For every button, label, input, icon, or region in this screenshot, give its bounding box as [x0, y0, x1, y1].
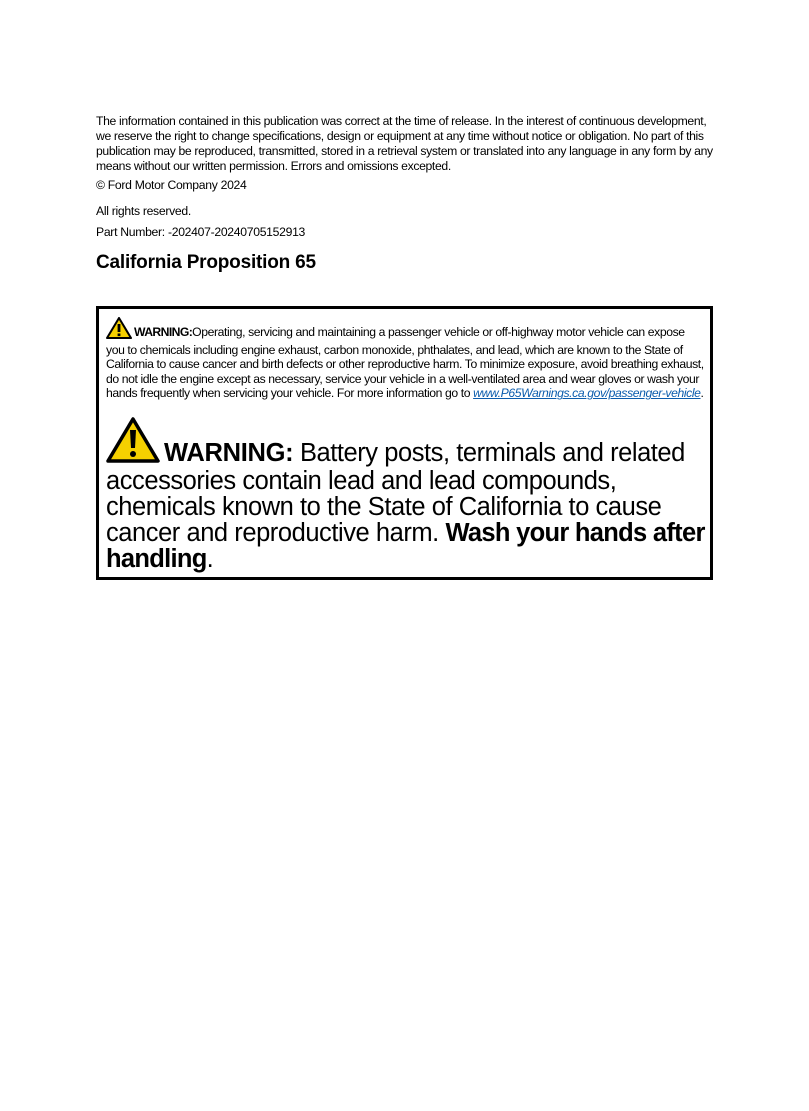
warning-label: WARNING:: [164, 439, 294, 467]
prop65-warning-box: [96, 306, 713, 580]
warning-suffix: .: [206, 545, 214, 573]
warning-suffix: .: [700, 386, 704, 401]
warning-triangle-icon: [106, 317, 132, 343]
warning-general: [106, 317, 706, 401]
warning-text: Battery posts, terminals and related accessories contain lead and lead compounds, chemicals known to the State of California to cause cancer and reproductive harm.: [106, 439, 685, 547]
legal-notice: The information contained in this publication was correct at the time of release. In the interest of continuous development, we reserve the right to change specifications, design or equipment at any time without notice or obligation. No part of this publication may be reproduced, transmitted, stored in a retrieval system or translated into any language in any form by any means without our written permission. Errors and omissions excepted.: [96, 114, 713, 173]
p65-warnings-link[interactable]: www.P65Warnings.ca.gov/passenger-vehicle: [473, 386, 701, 401]
warning-label: WARNING:: [134, 325, 193, 339]
warning-triangle-icon: [106, 417, 160, 468]
part-number: Part Number: -202407-20240705152913: [96, 225, 306, 239]
warning-text: Operating, servicing and maintaining a passenger vehicle or off-highway motor vehicle can expose you to chemicals including engine exhaust, carbon monoxide, phthalates, and lead, which are known to the State of California to cause cancer and birth defects or other reproductive harm. To minimize exposure, avoid breathing exhaust, do not idle the engine except as necessary, service your vehicle in a well-ventilated area and wear gloves or wash your hands frequently when servicing your vehicle. For more information go to: [106, 325, 704, 401]
wash-hands-emphasis: Wash your hands after handling: [106, 519, 705, 573]
copyright-line: © Ford Motor Company 2024: [96, 178, 247, 192]
section-heading: California Proposition 65: [96, 252, 316, 273]
warning-battery: [106, 417, 710, 572]
document-page: [96, 114, 716, 275]
rights-line: All rights reserved.: [96, 204, 191, 218]
